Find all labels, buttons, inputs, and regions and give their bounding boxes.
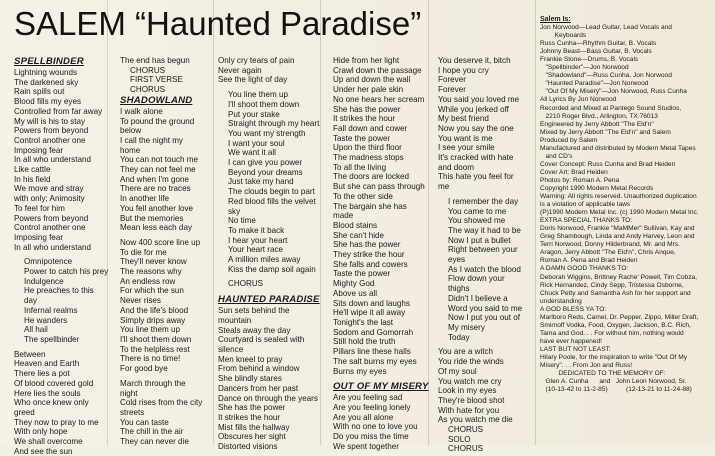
credits-line: Johnny Beast—Bass Guitar, B. Vocals [540,48,652,56]
lyric-line: To the helpless rest [120,344,190,354]
lyric-line: Distorted visions [218,442,278,452]
lyric-line: silence [218,344,244,354]
credits-line: Hilary Poole, for the inspiration to write "Out Of My [540,353,688,361]
lyric-line: They can not feel me [120,165,196,175]
credits-line: Aragon, Jerry Abbott "The Eld'n", Chris Anque, [540,249,676,257]
lyric-line: The darkened sky [14,77,79,87]
credits-line: Misery". . . From Jon and Russ! [540,362,633,370]
lyric-line: She can't hide [333,230,385,240]
credits-line: Smirnoff Vodka, Food, Oxygen, Jackson, B.C. Rich, [540,321,691,329]
lyric-line: No one hears her scream [333,94,425,104]
lyric-line: As I watch the blood [448,264,521,274]
lyric-line: In his field [14,174,51,184]
lyric-line: I'll shoot them down [228,99,300,109]
credits-line: A DAMN GOOD THANKS TO: [540,265,629,273]
lyric-line: But the memories [120,213,184,223]
lyric-line: Are you feeling lonely [333,402,411,412]
lyric-line: Kiss the damp soil again [228,264,316,274]
lyric-line: Mighty God [333,279,375,289]
lyric-line: Sodom and Gomorrah [333,327,414,337]
lyric-line: Men kneel to pray [218,354,283,364]
credits-line: Mixed by Jerry Abbott "The Eld'n" and Salem [540,128,671,136]
lyric-line: Lightning wounds [14,68,77,77]
lyric-line: Word you said to me [448,303,523,313]
lyric-line: A million miles away [228,255,301,265]
lyric-line: Powers from beyond [14,213,89,223]
lyric-line: Beyond your dreams [228,167,303,177]
lyric-line: The reasons why [120,267,182,277]
lyric-line: As you watch me die [438,415,513,425]
lyric-line: But she can pass through [333,182,425,192]
credits-line: Manufactured and distributed by Modern Metal Tapes [540,144,696,152]
lyric-line: The madness stops [333,153,404,163]
lyric-line: Flow down your [448,274,505,284]
lyric-line: Imposing fear [14,145,64,155]
lyric-line: Mean less each day [120,223,192,233]
credits-line: Chuck Petty and Samantha Ash for her support and [540,289,691,297]
lyric-line: You can taste [120,417,169,427]
lyric-line: They're blood shot [438,395,505,405]
lyric-line: Now I put you out of [448,313,520,323]
lyric-line: Cold rises from the city [120,398,203,408]
credits-line: Glen A. Cunha and John Leon Norwood, Sr. [540,378,687,386]
credits-line: Doris Norwood, Frankie "MaMMer" Sullivan, Kay and [540,225,695,233]
lyric-line: Under her pale skin [333,85,404,95]
lyric-line: Control another one [14,135,86,145]
lyric-line: Just take my hand [228,177,294,187]
credits-line: Terri Norwood, Donny Hilderbrand, Mr. and Mrs. [540,241,680,249]
lyric-line: Still hold the truth [333,337,396,347]
lyric-line: Sits down and laughs [333,298,410,308]
credits-line: EXTRA SPECIAL THANKS TO: [540,217,633,225]
lyric-line: To the other side [333,191,393,201]
lyric-line: My misery [448,322,485,332]
lyric-line: Didn't I believe a [448,293,508,303]
lyric-line: He'll wipe it all away [333,308,406,318]
lyric-line: Now you say the one [438,123,514,133]
lyric-line: me [438,182,450,192]
lyric-line: For which the sun [120,286,184,296]
lyric-line: Up and down the wall [333,75,411,85]
lyric-line: below [120,126,142,136]
lyric-line: He wanders [24,315,68,325]
credits-heading: Salem Is: [540,16,571,23]
lyric-line: She has the power [218,403,286,413]
lyric-line: They'll never know [120,257,187,267]
lyric-line: There is no time! [120,354,181,364]
lyric-line: To make it back [228,225,285,235]
lyric-line: Never rises [120,296,161,306]
lyric-line: Now I put a bullet [448,235,511,245]
lyric-line: See the light of day [218,75,288,85]
lyric-line: She has the power [333,240,401,250]
credits-line: understanding [540,297,582,305]
lyric-line: They can never die [120,437,189,447]
lyric-line: You said you loved me [438,94,520,104]
lyric-line: made [333,211,354,221]
lyrics-column-4 [333,56,429,451]
lyric-line: Are you all alone [333,412,394,422]
credits-line: Photos by: Roman A. Pena [540,176,620,184]
lyric-line: To feel for him [14,203,65,213]
lyric-line: SOLO [448,434,471,444]
lyric-line: Above us all [333,288,378,298]
lyric-line: I walk alone [120,106,163,116]
lyric-line: Like cattle [14,165,51,175]
song-title: SHADOWLAND [120,94,193,106]
credits-line: Cover Concept: Russ Cunha and Brad Heiden [540,160,676,168]
lyric-line: And see the sun [14,446,73,456]
lyric-line: The salt burns my eyes [333,356,417,366]
lyric-line: The end has begun [120,56,190,65]
credits-line: Produced by Salem [540,136,598,144]
lyric-line: Upon the third floor [333,143,402,153]
credits-line: (P)1990 Modern Metal Inc. (c) 1990 Modern Metal Inc. [540,209,699,217]
lyric-line: Powers from beyond [14,126,89,136]
lyric-line: Right between your [448,245,518,255]
lyric-line: Dance on through the years [218,393,318,403]
lyrics-column-2 [120,56,202,447]
lyric-line: home [120,145,141,155]
credits-line: Deborah Wiggins, Brittney Rache' Powell, Tim Cobza, [540,273,698,281]
lyric-line: Power to catch his prey [24,267,109,277]
credits-line: "Spellbinder"—Jon Norwood [540,64,629,72]
lyric-line: It strikes the hour [333,114,396,124]
lyric-line: You can not touch me [120,155,198,165]
credits-line: "Out Of My Misery"—Jon Norwood, Russ Cunha [540,88,687,96]
lyric-line: My best friend [438,114,489,124]
lyric-line: day [24,296,38,306]
lyric-line: Dancers from her past [218,383,299,393]
lyric-line: Rain spills out [14,87,65,97]
lyric-line: He preaches to this [24,286,94,296]
lyric-line: They strike the hour [333,250,405,260]
lyric-line: With only hope [14,427,68,437]
lyric-line: night [120,388,138,398]
lyric-line: Obscures her sight [218,432,286,442]
lyric-line: We want it all [228,148,276,158]
lyric-line: And when I'm gone [120,174,190,184]
lyric-line: CHORUS [448,444,484,454]
song-title: HAUNTED PARADISE [218,294,320,306]
lyric-line: sky [228,206,241,216]
lyric-line: Indulgence [24,276,64,286]
song-title: OUT OF MY MISERY [333,381,429,393]
lyric-line: I hope you cry [438,65,489,75]
lyric-line: Forever [438,75,466,85]
lyric-line: Heaven and Earth [14,359,80,369]
credits-line: A GOD BLESS YA TO: [540,305,607,313]
credits-line: Roman A. Pena and Brad Heiden [540,257,638,265]
lyric-line: Of blood covered gold [14,378,94,388]
lyric-line: The clouds begin to part [228,187,315,197]
credits-line: Copyright 1990 Modern Metal Records [540,184,654,192]
credits-line: All Lyrics By Jon Norwood [540,96,617,104]
lyric-line: You deserve it, bitch [438,56,511,65]
lyric-line: greed [14,407,35,417]
lyric-line: Hide from her light [333,56,400,65]
lyric-line: It strikes the hour [218,412,281,422]
credits-line: Engineered by Jerry Abbott "The Eld'n" [540,120,654,128]
lyric-line: with only; Animosity [14,194,85,204]
album-title: SALEM “Haunted Paradise” [14,5,422,42]
lyric-line: From behind a window [218,364,300,374]
lyric-line: My will is his to stay [14,116,86,126]
lyric-line: CHORUS [130,85,166,95]
lyric-line: You showed me [448,216,506,226]
lyric-line: Burns my eyes [333,366,387,376]
lyric-line: Steals away the day [218,325,291,335]
lyric-line: Are you feeling sad [333,393,403,403]
lyric-line: Put your stake [228,109,280,119]
lyric-line: Do you miss the time [333,432,409,442]
lyric-line: With no one to love you [333,422,418,432]
lyric-line: streets [120,407,145,417]
credits-line: 2210 Roger Blvd., Arlington, TX 76013 [540,112,658,120]
lyric-line: Fall down and cower [333,123,408,133]
lyric-line: Forever [438,85,466,95]
lyric-line: The doors are locked [333,172,410,182]
lyric-line: We shall overcome [14,437,83,447]
lyric-line: I want your soul [228,138,285,148]
lyric-line: Sun sets behind the [218,306,290,316]
credits-line: have ever happened! [540,337,602,345]
song-title: SPELLBINDER [14,56,84,67]
lyric-line: You fell another love [120,203,194,213]
lyric-line: There lies a pot [14,369,70,379]
lyric-line: You watch me cry [438,376,502,386]
lyric-line: The bargain she has [333,201,407,211]
lyric-line: Controlled from far away [14,106,103,116]
lyric-line: In all who understand [14,242,91,252]
credits-line: Cover Art: Brad Heiden [540,168,608,176]
credits-panel [540,16,712,394]
lyric-line: You line them up [120,325,180,335]
lyric-line: I remember the day [448,196,519,206]
lyric-line: Taste the power [333,133,391,143]
lyric-line: Only cry tears of pain [218,56,295,65]
lyric-line: Now 400 score line up [120,237,201,247]
lyric-line: Omnipotence [24,257,73,267]
credits-line: (10-13-42 to 11-2-85) (12-13-21 to 11-24-88) [540,386,692,394]
lyric-line: I can give you power [228,158,303,168]
lyric-line: Here lies the souls [14,388,81,398]
credits-line: Jon Norwood—Lead Guitar, Lead Vocals and [540,24,672,32]
lyric-line: To pound the ground [120,116,195,126]
lyric-line: I call the night my [120,135,183,145]
lyric-line: Courtyard is sealed with [218,335,305,345]
lyric-line: You want my strength [228,128,306,138]
lyric-line: The spellbinder [24,334,80,344]
credits-line: Warning: All rights reserved. Unauthorized duplication [540,193,697,201]
credits-line: Frankie Stone—Drums, B. Vocals [540,56,639,64]
lyric-line: She falls and cowers [333,259,408,269]
lyric-line: I'll shoot them down [120,334,192,344]
credits-line: Keyboards [540,32,587,40]
lyric-line: thighs [448,284,470,294]
lyric-line: Today [448,332,470,342]
lyric-line: Blood stains [333,220,378,230]
lyric-line: She has the power [333,104,401,114]
lyric-line: The chill in the air [120,427,184,437]
lyric-line: I see your smile [438,143,495,153]
lyric-line: CHORUS [228,279,264,289]
lyric-line: You ride the winds [438,357,504,367]
lyric-line: Of my soul [438,366,477,376]
lyric-line: Crawl down the passage [333,65,422,75]
credits-line: Recorded and Mixed at Pantego Sound Studios, [540,104,682,112]
lyric-line: Blood fills my eyes [14,97,82,107]
credits-line: is a violation of applicable laws [540,201,631,209]
lyric-line: Never again [218,65,262,75]
lyric-line: For good bye [120,364,168,374]
lyric-line: Tonight's the last [333,317,394,327]
lyric-line: The way it had to be [448,225,521,235]
lyric-line: They now to pray to me [14,417,99,427]
lyric-line: Mist fills the hallway [218,422,290,432]
lyric-line: eyes [448,255,466,265]
lyric-line: Infernal realms [24,305,78,315]
lyric-line: We move and stray [14,184,84,194]
lyrics-column-1 [14,56,108,456]
lyric-line: Taste the power [333,269,391,279]
credits-line: LAST BUT NOT LEAST: [540,345,611,353]
credits-line: and CD's [540,152,573,160]
lyrics-column-5 [438,56,522,454]
lyric-line: Your heart race [228,245,284,255]
lyrics-column-3 [218,56,320,452]
lyric-line: CHORUS [130,65,166,75]
credits-line: Marlboro Reds, Camel, Dr. Pepper, Zippo, Miller Draft, [540,313,699,321]
lyric-line: And the life's blood [120,305,189,315]
lyric-line: Imposing fear [14,232,64,242]
credits-line: Russ Cunha—Rhythm Guitar, B. Vocals [540,40,657,48]
credits-line: Greg Shambough, Linda and Andy Harvey, Leon and [540,233,695,241]
lyric-line: mountain [218,315,252,325]
lyric-line: While you jerked off [438,104,509,114]
lyric-line: Simply drips away [120,315,186,325]
lyric-line: We spent together [333,441,399,451]
lyric-line: March through the [120,378,186,388]
lyric-line: An endless row [120,276,176,286]
lyric-line: To all the living [333,162,387,172]
lyric-line: To die for me [120,247,167,257]
credits-line: DEDICATED TO THE MEMORY OF: [540,370,666,378]
lyric-line: Control another one [14,223,86,233]
lyric-line: There are no traces [120,184,191,194]
lyric-line: I hear your heart [228,235,288,245]
fold-line [535,0,536,445]
lyric-line: No time [228,216,256,226]
lyric-line: CHORUS [448,425,484,435]
lyric-line: In another life [120,194,170,204]
credits-line: "Haunted Paradise"—Jon Norwood [540,80,649,88]
lyric-line: You are a witch [438,347,494,357]
lyric-line: Straight through my heart [228,119,320,129]
lyric-line: With hate for you [438,405,500,415]
lyric-line: Between [14,349,46,359]
credits-line: "Shadowland"—Russ Cunha, Jon Norwood [540,72,672,80]
lyric-line: FIRST VERSE [130,75,183,85]
lyric-line: All hail [24,325,48,335]
lyric-line: Look in my eyes [438,386,497,396]
lyric-line: She blindly stares [218,374,282,384]
lyric-line: In all who understand [14,155,91,165]
lyric-line: You want is me [438,133,493,143]
fold-line [320,0,321,445]
lyric-line: This hate you feel for [438,172,514,182]
credits-line: Tama and God. . . For without him, nothing would [540,329,684,337]
lyric-line: Pillars line these halls [333,347,411,357]
lyric-line: It's cracked with hate [438,153,514,163]
lyric-line: and doom [438,162,474,172]
credits-line: Rick Hernandez, Cindy Sepp, Tristessa Osborne, [540,281,684,289]
lyric-line: You line them up [228,90,288,100]
fold-line [213,0,214,445]
lyric-line: You came to me [448,206,507,216]
lyric-line: Red blood fills the velvet [228,196,316,206]
lyric-line: Who once knew only [14,398,89,408]
